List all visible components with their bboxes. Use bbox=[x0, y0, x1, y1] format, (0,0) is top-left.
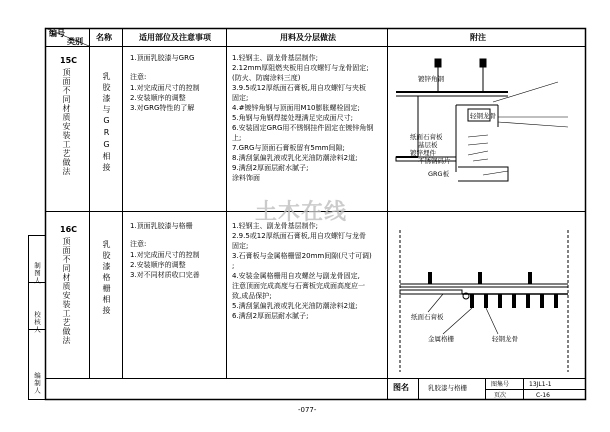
title-block-name: 乳胶漆与格栅 bbox=[428, 384, 467, 392]
step: 涂料饰面 bbox=[232, 174, 260, 182]
diagram-label: 纸面石膏板 bbox=[410, 133, 443, 141]
side-label-checker: 校核人 bbox=[33, 311, 41, 334]
step: 致,成品保护; bbox=[232, 292, 272, 300]
step: 1.轻钢主、副龙骨基层制作; bbox=[232, 222, 319, 230]
position-note: 2.安装顺序的调整 bbox=[130, 261, 186, 269]
step: (防火、防腐涂料三度) bbox=[232, 74, 301, 82]
diagram-label: 纸面石膏板 bbox=[411, 313, 444, 321]
row-name: 乳胶漆与GRG相接 bbox=[102, 72, 111, 174]
attention-label: 注意: bbox=[130, 73, 147, 81]
side-label-drafter: 制图人 bbox=[33, 262, 41, 285]
diagram-label: 镀锌埋件 bbox=[410, 149, 436, 157]
position-title: 1.顶面乳胶漆与格栅 bbox=[130, 222, 193, 230]
title-block-page-label: 页次 bbox=[494, 392, 507, 399]
position-note: 3.对不同材质收口完善 bbox=[130, 271, 200, 279]
step: 9.满刮2厚面层耐水腻子; bbox=[232, 164, 309, 172]
diagram-label: 轻钢龙骨 bbox=[492, 335, 518, 343]
diagram-label: 镀锌角钢 bbox=[418, 75, 444, 83]
step: 3.石膏板与金属格栅留20mm间隙(尺寸可调) bbox=[232, 252, 372, 260]
step: 5.角钢与角钢焊接处理满足完成面尺寸; bbox=[232, 114, 354, 122]
row-category: 顶面不同材质安装工艺做法 bbox=[62, 237, 71, 345]
diagram-label: 基层板 bbox=[418, 141, 438, 149]
header-position: 适用部位及注意事项 bbox=[139, 33, 211, 42]
attention-label: 注意: bbox=[130, 240, 147, 248]
title-block-page: C-16 bbox=[536, 392, 550, 399]
row-category: 顶面不同材质安装工艺做法 bbox=[62, 68, 71, 176]
step: ; bbox=[232, 262, 235, 270]
diagram-label: 金属格栅 bbox=[428, 335, 454, 343]
position-title: 1.顶面乳胶漆与GRG bbox=[130, 54, 195, 62]
step: 4.安装金属格栅用自攻螺丝与副龙骨固定, bbox=[232, 272, 360, 280]
step: 注意顶面完成高度与石膏板完成面高度应一 bbox=[232, 282, 365, 290]
title-block-name-label: 图名 bbox=[393, 383, 409, 392]
position-note: 1.对完成面尺寸的控制 bbox=[130, 251, 200, 259]
step: 2.12mm厚阻燃夹板用自攻螺钉与龙骨固定; bbox=[232, 64, 369, 72]
row-code: 15C bbox=[60, 56, 78, 65]
title-block-set: 13JL1-1 bbox=[529, 381, 552, 388]
side-label-compiler: 编制人 bbox=[33, 372, 41, 395]
header-materials: 用料及分层做法 bbox=[280, 33, 336, 42]
row-name: 乳胶漆格栅相接 bbox=[102, 240, 111, 317]
step: 1.轻钢主、副龙骨基层制作; bbox=[232, 54, 319, 62]
diagram-label: 不锈钢码片 bbox=[418, 157, 451, 165]
diagram-label: 轻钢龙骨 bbox=[470, 112, 496, 120]
step: 8.满刮氯偏乳液或乳化光油防潮涂料2道; bbox=[232, 154, 358, 162]
step: 6.安装固定GRG用不锈钢挂件固定在镀锌角钢 bbox=[232, 124, 374, 132]
step: 3.9.5或12厚纸面石膏板,用自攻螺钉与夹板 bbox=[232, 84, 366, 92]
step: 6.满刮2厚面层耐水腻子; bbox=[232, 312, 309, 320]
watermark: 土木在线 bbox=[255, 200, 348, 225]
grille-detail-diagram bbox=[388, 212, 585, 378]
title-block-set-label: 图集号 bbox=[491, 381, 510, 388]
header-notes: 附注 bbox=[470, 33, 486, 42]
grille-blades bbox=[470, 294, 558, 308]
step: 2.9.5或12厚纸面石膏板,用自攻螺钉与龙骨 bbox=[232, 232, 366, 240]
diagram-label: GRG板 bbox=[428, 170, 450, 178]
header-category: 类别 bbox=[67, 37, 83, 46]
row-code: 16C bbox=[60, 225, 78, 234]
grg-detail-diagram bbox=[388, 47, 585, 211]
step: 7.GRG与顶面石膏板留有5mm间隙; bbox=[232, 144, 345, 152]
step: 固定; bbox=[232, 242, 249, 250]
header-number: 编号 bbox=[49, 29, 65, 38]
header-name: 名称 bbox=[96, 33, 112, 42]
position-note: 1.对完成面尺寸的控制 bbox=[130, 84, 200, 92]
position-note: 2.安装顺序的调整 bbox=[130, 94, 186, 102]
step: 固定; bbox=[232, 94, 249, 102]
page-number: -077- bbox=[298, 406, 317, 414]
position-note: 3.对GRG特性的了解 bbox=[130, 104, 195, 112]
step: 5.满刮氯偏乳液或乳化光油防潮涂料2道; bbox=[232, 302, 358, 310]
step: 上; bbox=[232, 134, 242, 142]
step: 4.#镀锌角钢与顶面用M10膨胀螺栓固定; bbox=[232, 104, 360, 112]
